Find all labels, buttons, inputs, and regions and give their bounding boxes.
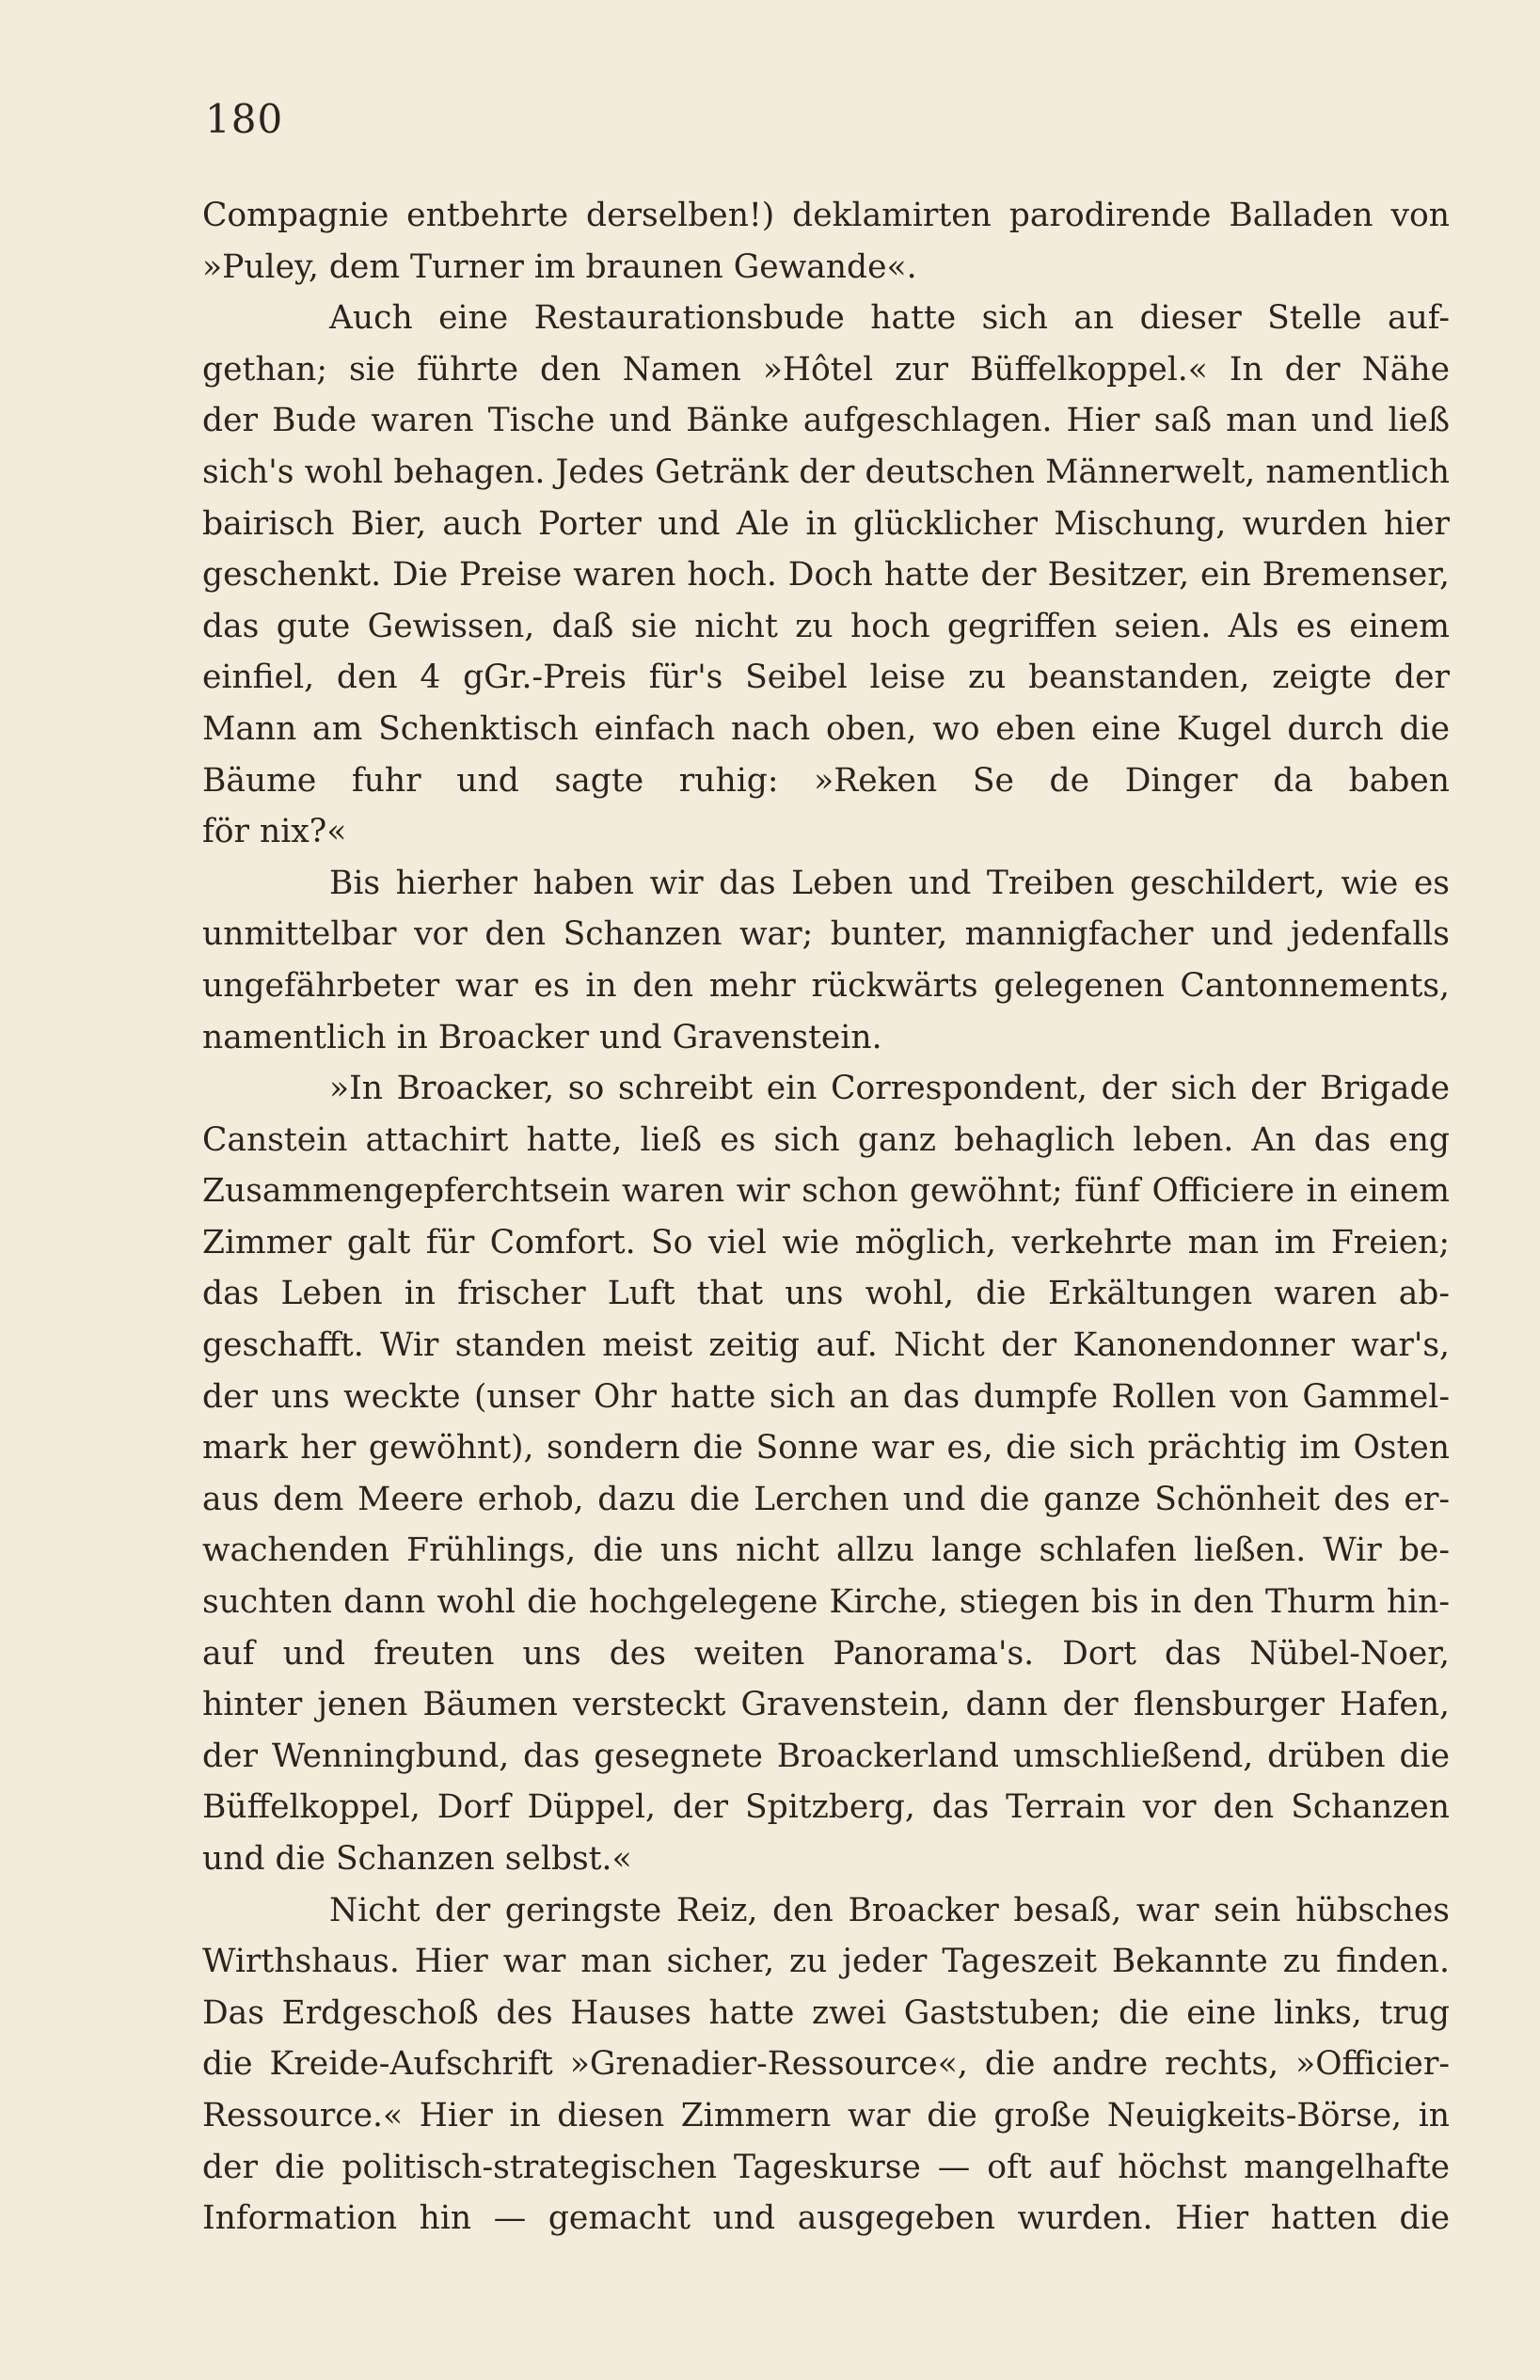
text-line: Büffelkoppel, Dorf Düppel, der Spitzberg, das Terrain vor den Schanzen	[202, 1788, 1450, 1827]
text-line: Ressource.« Hier in diesen Zimmern war die große Neuigkeits-Börse, in	[202, 2096, 1450, 2134]
text-line: das gute Gewissen, daß sie nicht zu hoch gegriffen seien. Als es einem	[202, 607, 1450, 645]
page-number: 180	[205, 96, 284, 142]
text-line: Nicht der geringste Reiz, den Broacker besaß, war sein hübsches	[329, 1891, 1450, 1929]
text-line: geschafft. Wir standen meist zeitig auf. Nicht der Kanonendonner war's,	[202, 1326, 1450, 1365]
text-line: einfiel, den 4 gGr.-Preis für's Seibel leise zu beanstanden, zeigte der	[202, 658, 1450, 697]
text-line: Wirthshaus. Hier war man sicher, zu jeder Tageszeit Bekannte zu finden.	[202, 1943, 1450, 1981]
text-line: Zimmer galt für Comfort. So viel wie möglich, verkehrte man im Freien;	[202, 1223, 1450, 1261]
text-line: »Puley, dem Turner im braunen Gewande«.	[202, 247, 917, 286]
text-line: Das Erdgeschoß des Hauses hatte zwei Gaststuben; die eine links, trug	[202, 1993, 1450, 2032]
text-line: die Kreide-Aufschrift »Grenadier-Ressource«, die andre rechts, »Officier-	[202, 2045, 1450, 2084]
page-text-body	[202, 190, 1450, 2245]
text-line: Mann am Schenktisch einfach nach oben, wo eben eine Kugel durch die	[202, 709, 1450, 748]
text-line: ungefährbeter war es in den mehr rückwärts gelegenen Cantonnements,	[202, 966, 1450, 1005]
text-line: auf und freuten uns des weiten Panorama's. Dort das Nübel-Noer,	[202, 1634, 1450, 1673]
text-line: mark her gewöhnt), sondern die Sonne war es, die sich prächtig im Osten	[202, 1429, 1450, 1468]
text-line: gethan; sie führte den Namen »Hôtel zur Büffelkoppel.« In der Nähe	[202, 350, 1450, 389]
text-line: und die Schanzen selbst.«	[202, 1840, 632, 1878]
text-line: sich's wohl behagen. Jedes Getränk der deutschen Männerwelt, namentlich	[202, 452, 1450, 491]
text-line: Zusammengepferchtsein waren wir schon gewöhnt; fünf Officiere in einem	[202, 1172, 1450, 1211]
text-line: för nix?«	[202, 813, 347, 851]
text-line: wachenden Frühlings, die uns nicht allzu lange schlafen ließen. Wir be-	[202, 1531, 1450, 1570]
text-line: »In Broacker, so schreibt ein Correspondent, der sich der Brigade	[329, 1070, 1450, 1108]
text-line: Canstein attachirt hatte, ließ es sich ganz behaglich leben. An das eng	[202, 1120, 1450, 1159]
text-line: namentlich in Broacker und Gravenstein.	[202, 1018, 882, 1056]
text-line: Bis hierher haben wir das Leben und Treiben geschildert, wie es	[329, 864, 1450, 902]
text-line: der Bude waren Tische und Bänke aufgeschlagen. Hier saß man und ließ	[202, 402, 1450, 440]
text-line: unmittelbar vor den Schanzen war; bunter, mannigfacher und jedenfalls	[202, 915, 1450, 954]
text-line: hinter jenen Bäumen versteckt Gravenstein, dann der flensburger Hafen,	[202, 1686, 1450, 1724]
text-line: geschenkt. Die Preise waren hoch. Doch hatte der Besitzer, ein Bremenser,	[202, 556, 1450, 595]
text-line: das Leben in frischer Luft that uns wohl, die Erkältungen waren ab-	[202, 1275, 1450, 1313]
text-line: Bäume fuhr und sagte ruhig: »Reken Se de Dinger da baben	[202, 761, 1450, 800]
text-line: Auch eine Restaurationsbude hatte sich an dieser Stelle auf-	[329, 299, 1450, 338]
text-line: Information hin — gemacht und ausgegeben wurden. Hier hatten die	[202, 2199, 1450, 2238]
text-line: Compagnie entbehrte derselben!) deklamirten parodirende Balladen von	[202, 197, 1450, 234]
text-line: der uns weckte (unser Ohr hatte sich an das dumpfe Rollen von Gammel-	[202, 1377, 1450, 1416]
text-line: suchten dann wohl die hochgelegene Kirche, stiegen bis in den Thurm hin-	[202, 1583, 1450, 1622]
text-line: bairisch Bier, auch Porter und Ale in glücklicher Mischung, wurden hier	[202, 504, 1450, 543]
text-line: der die politisch-strategischen Tageskurse — oft auf höchst mangelhafte	[202, 2148, 1450, 2186]
text-line: aus dem Meere erhob, dazu die Lerchen und die ganze Schönheit des er-	[202, 1480, 1450, 1518]
text-line: der Wenningbund, das gesegnete Broackerland umschließend, drüben die	[202, 1737, 1450, 1775]
